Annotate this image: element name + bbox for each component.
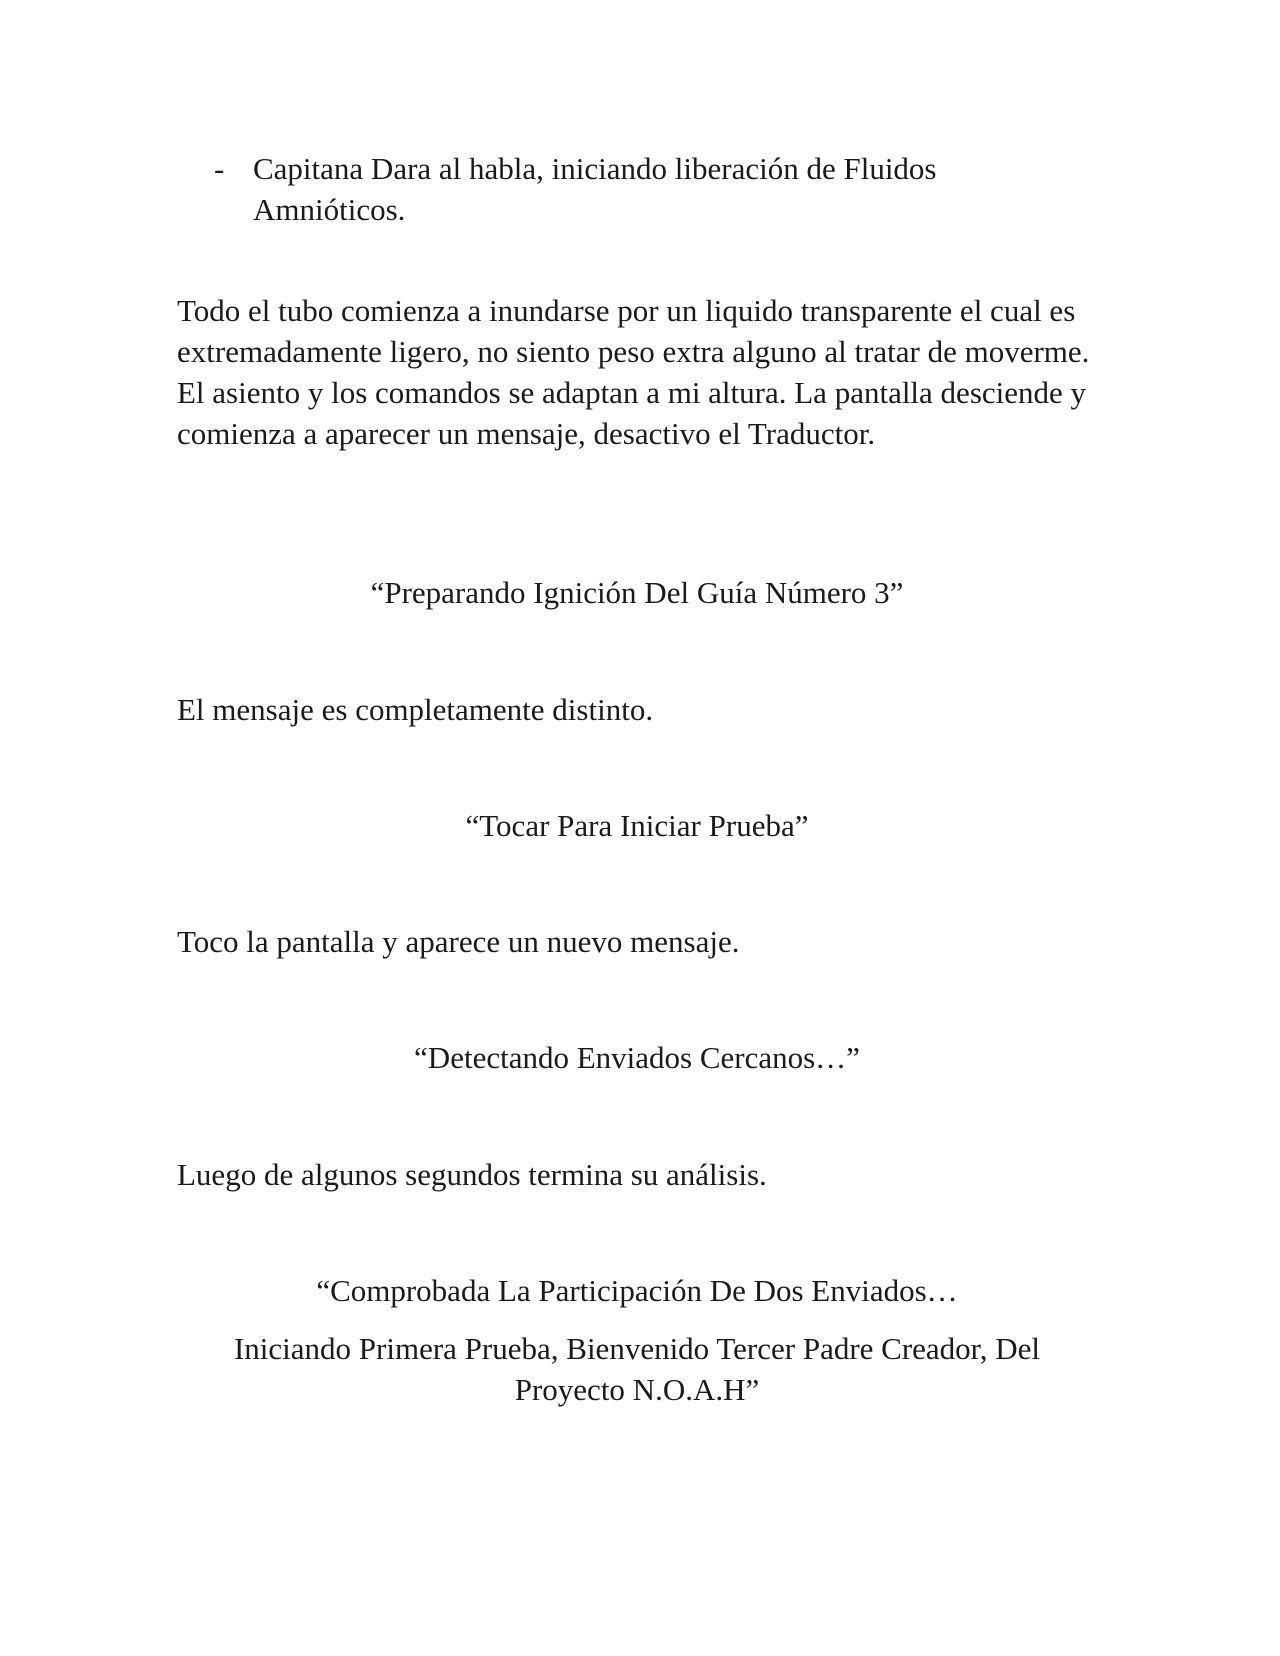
screen-message: “Detectando Enviados Cercanos…” xyxy=(414,1040,860,1075)
dash-marker: - xyxy=(214,151,225,186)
paragraph: Toco la pantalla y aparece un nuevo mensaje. xyxy=(177,924,740,959)
screen-message-line: Iniciando Primera Prueba, Bienvenido Tercer Padre Creador, Del Proyecto N.O.A.H” xyxy=(233,1331,1041,1407)
paragraph: El mensaje es completamente distinto. xyxy=(177,692,654,727)
screen-message: “Preparando Ignición Del Guía Número 3” xyxy=(370,575,904,610)
screen-message: “Tocar Para Iniciar Prueba” xyxy=(465,808,809,843)
paragraph: Todo el tubo comienza a inundarse por un liquido transparente el cual es extremadamente ligero, no siento peso extra alguno al tratar de moverme. El asiento y los comandos se adaptan a mi altura. La pantalla desciende y comienza a aparecer un mensaje, desactivo el Traductor. xyxy=(177,293,1090,451)
paragraph: Luego de algunos segundos termina su análisis. xyxy=(177,1157,767,1192)
screen-message-line: “Comprobada La Participación De Dos Enviados… xyxy=(316,1273,958,1308)
dash-item-text: Capitana Dara al habla, iniciando liberación de Fluidos Amnióticos. xyxy=(253,151,937,227)
